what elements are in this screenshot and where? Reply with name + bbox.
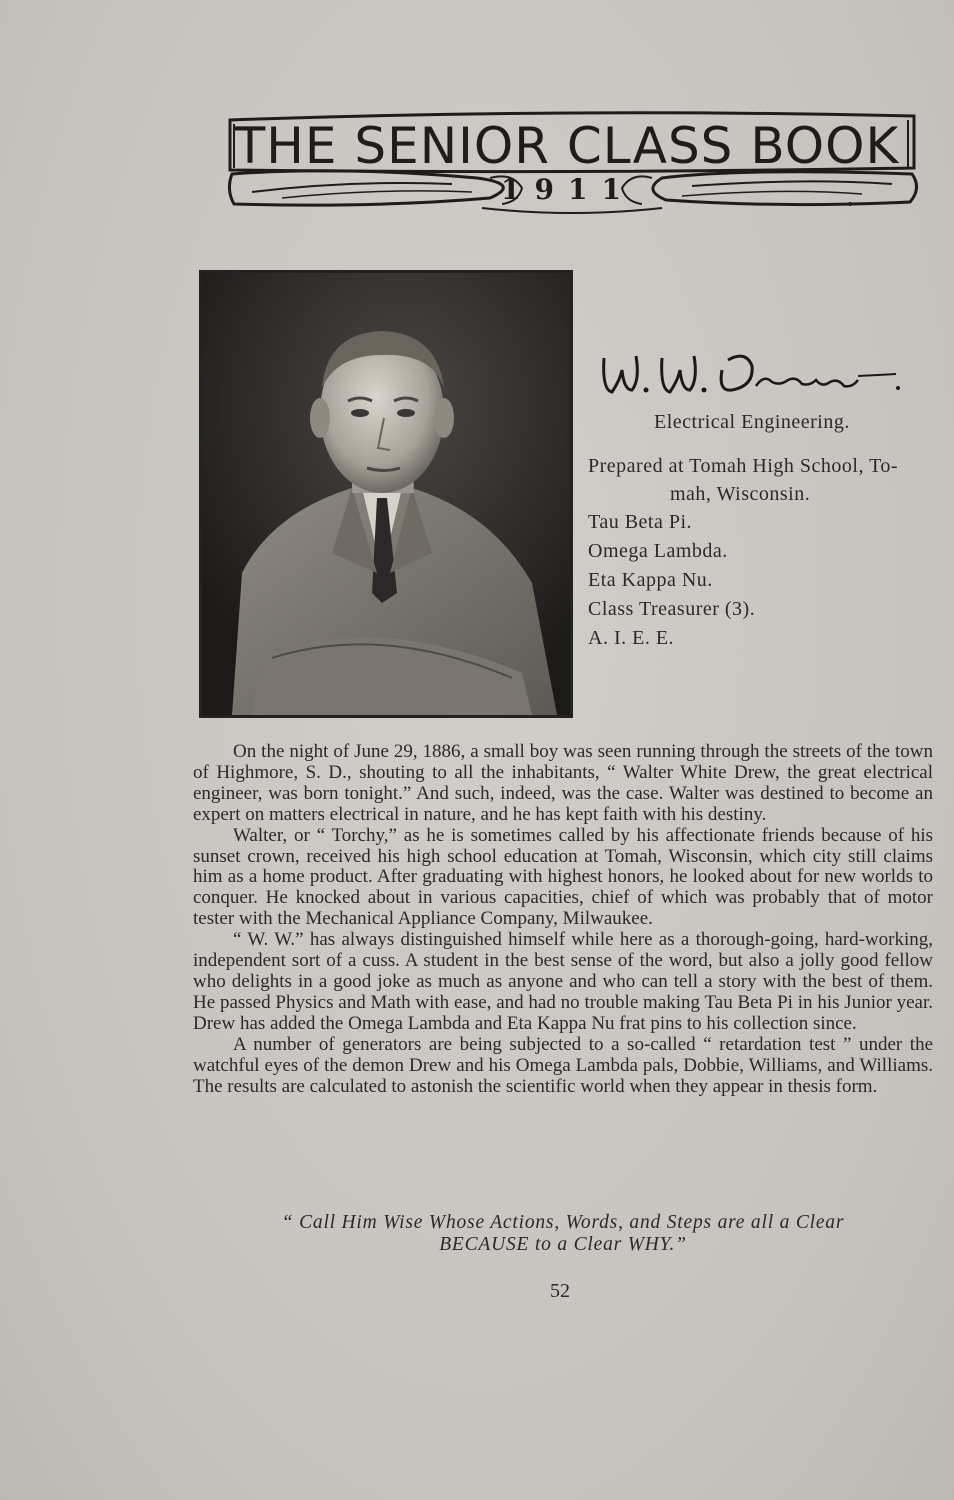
bio-paragraph: A number of generators are being subjected to a so-called “ retardation test ” under the watchful eyes of the demon Drew and his Omega Lambda pals, Dobbie, Williams, and Williams. The results are calculated to astonish the scientific world when they appear in thesis form.: [193, 1033, 933, 1097]
prepared-line-2: mah, Wisconsin.: [670, 483, 811, 505]
student-info: [588, 408, 938, 653]
honor-item: Eta Kappa Nu.: [588, 569, 713, 591]
portrait-photo: [199, 270, 573, 718]
honor-item: A. I. E. E.: [588, 627, 675, 649]
department: Electrical Engineering.: [654, 411, 850, 433]
bio-paragraph: “ W. W.” has always distinguished himself while here as a thorough-going, hard-working, independent sort of a cuss. A student in the best sense of the word, but also a jolly good fellow who delights in a good joke as much as anyone and who can tell a story with the best of them. He passed Physics and Math with ease, and had no trouble making Tau Beta Pi in his Junior year. Drew has added the Omega Lambda and Eta Kappa Nu frat pins to his collection since.: [193, 929, 933, 1034]
bio-paragraph: On the night of June 29, 1886, a small boy was seen running through the streets of the town of Highmore, S. D., shouting to all the inhabitants, “ Walter White Drew, the great electrical engineer, was born tonight.” And such, indeed, was the case. Walter was destined to become an expert on matters electrical in nature, and he has kept faith with his destiny.: [193, 741, 933, 825]
page-number: 52: [550, 1280, 570, 1302]
signature: [596, 340, 916, 410]
honor-item: Omega Lambda.: [588, 540, 728, 562]
prepared-line-1: Prepared at Tomah High School, To-: [588, 455, 899, 477]
handwritten-signature: [596, 340, 916, 410]
quote-line-1: “ Call Him Wise Whose Actions, Words, and Steps are all a Clear: [281, 1212, 845, 1233]
honor-item: Tau Beta Pi.: [588, 511, 693, 533]
biography: [193, 742, 933, 1097]
book-title: THE SENIOR CLASS BOOK: [234, 117, 900, 175]
prepared-at: [588, 452, 938, 508]
quote-line-2: BECAUSE to a Clear WHY.”: [439, 1234, 687, 1255]
book-year: 1911: [501, 173, 635, 206]
honor-item: Class Treasurer (3).: [588, 598, 756, 620]
bio-paragraph: Walter, or “ Torchy,” as he is sometimes called by his affectionate friends because of his sunset crown, received his high school education at Tomah, Wisconsin, which city still claims him as a home product. After graduating with highest honors, he looked about for new worlds to conquer. He knocked about in various capacities, chief of which was probably that of motor tester with the Mechanical Appliance Company, Milwaukee.: [193, 824, 933, 930]
closing-quote: [193, 1212, 933, 1256]
